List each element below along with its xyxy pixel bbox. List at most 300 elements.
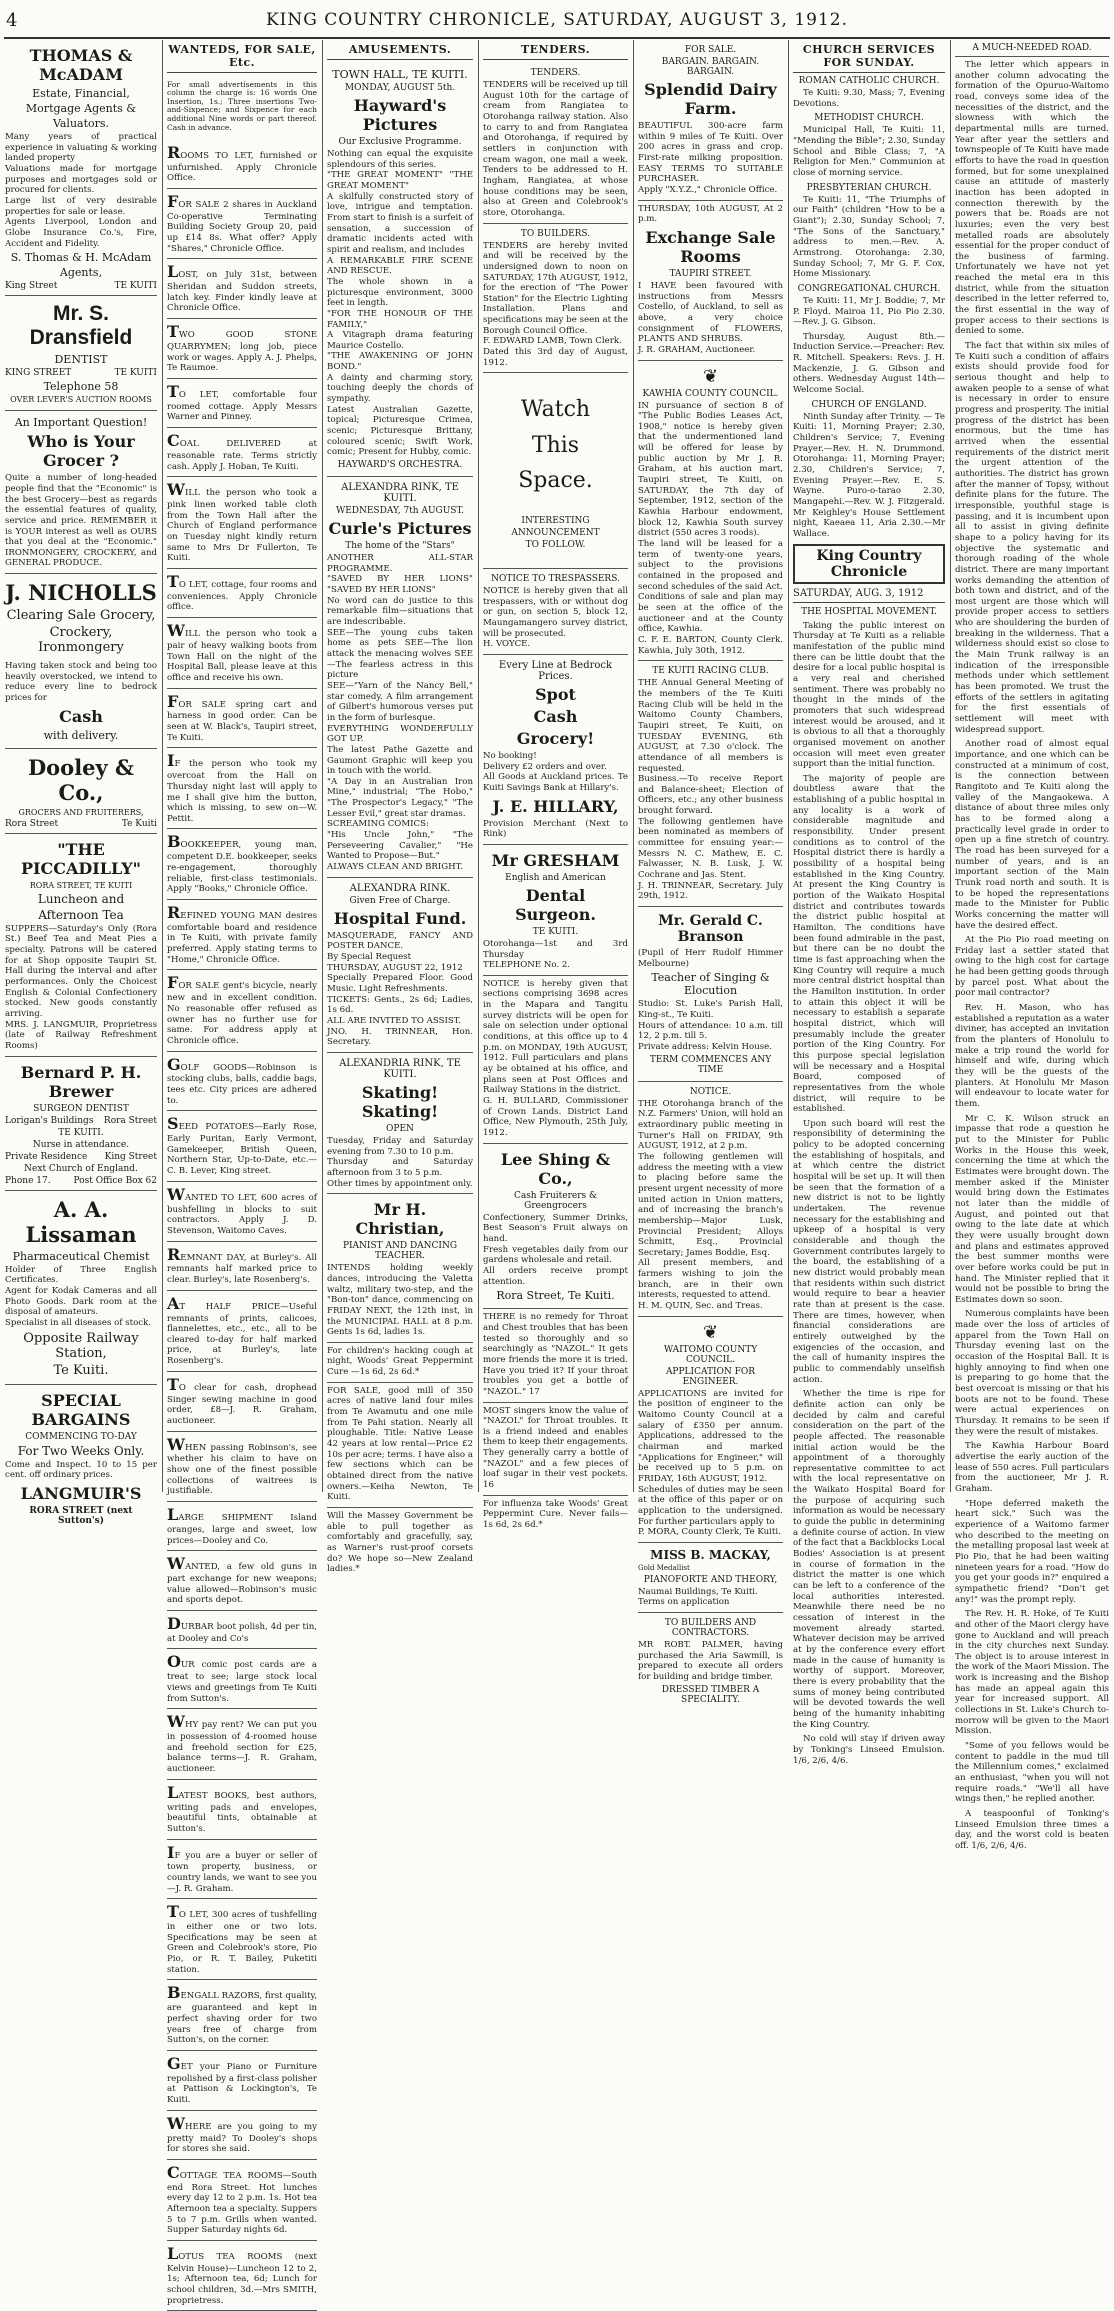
wanted-ad: [167, 1111, 317, 1181]
ad-title: Hayward's Pictures: [353, 96, 447, 134]
ad-text: All orders receive prompt attention.: [483, 1265, 628, 1287]
ad-kawhia-council: [638, 361, 783, 662]
ad-hospital-fund: [327, 878, 473, 1053]
wanted-ad: [167, 2241, 317, 2311]
ad-text: The whole shown in a picturesque environment, 3000 feet in length.: [327, 276, 473, 309]
article-paragraph: The Kawhia Harbour Board advertise the early auction of the lease of 550 acres. Full particulars from the auctioneer, Mr J. R. Graham.: [955, 1441, 1109, 1494]
ad-text: ALL ARE INVITED TO ASSIST.: [327, 1015, 461, 1026]
wanted-ad: [167, 1182, 317, 1242]
ad-text: SEE—"Yarn of the Nancy Bell," star comedy. A film arrangement of Gilbert's humorous verses put in the form of burlesque.: [327, 680, 473, 723]
ad-text: Agent for Kodak Cameras and all Photo Goods. Dark room at the disposal of amateurs.: [5, 1285, 157, 1318]
wanted-ad: [167, 1551, 317, 1611]
wanted-ad: [167, 140, 317, 189]
wanted-ad-text: TO LET, cottage, four rooms and conveniences. Apply Chronicle office.: [167, 571, 317, 613]
wanted-ad-text: FOR SALE spring cart and harness in good order. Can be seen at W. Black's, Taupiri street, Te Kuiti.: [167, 691, 317, 743]
ad-text: Other times by appointment only.: [327, 1178, 473, 1189]
ad-subtitle: NOTICE.: [689, 1086, 732, 1097]
ad-exchange-sale: [638, 201, 783, 361]
ad-text: APPLICATIONS are invited for the position of engineer to the Waitomo County Council at a salary of £350 per annum. Applications, addressed to the chairman and marked "Applications for Engineer," will be received up to 5 p.m. on FRIDAY, 16th AUGUST, 1912.: [638, 1388, 783, 1484]
ad-text: SEE—The young cubs taken home as pets SEE—The lion attack the menacing wolves SEE—The fearless actress in this picture: [327, 627, 473, 681]
ad-text: NOTICE is hereby given that all trespassers, with or without dog or gun, on section 5, block 12, Maungamangero survey district, will be prosecuted.: [483, 585, 628, 639]
ad-skating: [327, 1053, 473, 1194]
ad-subtitle: APPLICATION FOR ENGINEER.: [665, 1366, 756, 1387]
ad-text: ALWAYS CLEAN AND BRIGHT.: [327, 862, 463, 873]
ad-dairy-farm: [638, 40, 783, 201]
ad-subtitle: PIANOFORTE AND THEORY,: [643, 1574, 778, 1585]
ad-title: Dooley & Co.,: [27, 754, 135, 805]
ad-address: TAUPIRI STREET.: [669, 268, 752, 279]
ad-subtitle: HAYWARD'S ORCHESTRA.: [337, 460, 463, 471]
ad-subtitle: DENTIST: [54, 353, 108, 367]
church-name: ROMAN CATHOLIC CHURCH.: [798, 76, 940, 86]
ad-title: J. NICHOLLS: [5, 580, 157, 606]
ad-title: Spot: [535, 684, 576, 704]
ad-title: Mr. S. Dransfield: [29, 302, 133, 350]
wanted-ad-text: TO LET, 300 acres of tushfelling in either one or two lots. Specifications may be seen at Green and Colebrook's store, Pio Pio, or R. T. Bailey, Puketiti station.: [167, 1902, 317, 1975]
ad-subtitle: Pharmaceutical Chemist: [12, 1249, 150, 1263]
ad-subtitle: Luncheon and: [37, 891, 125, 906]
section-intro: For small advertisements in this column the charge is: 16 words One Insertion, 1s.; Three insertions Two-and-Sixpence; and Sixpence for each additional Nine words or part thereof. Cash in advance.: [167, 79, 317, 132]
ad-subtitle: RORA STREET, TE KUITI: [29, 880, 133, 890]
ad-text: Large list of very desirable properties for sale or lease.: [5, 195, 157, 217]
wanted-ad-text: REFINED YOUNG MAN desires comfortable board and residence in Te Kuiti, with private family preferred. Apply stating terms to "Home," Chronicle Office.: [167, 902, 317, 965]
ad-address: Rora Street, Te Kuiti.: [496, 1289, 615, 1303]
ad-subtitle: English and American: [505, 872, 606, 883]
heading-rule: [955, 56, 1109, 57]
ad-text: TENDERS are hereby invited and will be received by the undersigned down to noon on SATURDAY, 17th AUGUST, 1912, for the erection of "The Power Station" for the Electric Lighting Installation. Plans and specifications may be seen at the Borough Council Office.: [483, 240, 628, 336]
ad-text: EVERYTHING WONDERFULLY GOT UP.: [327, 723, 473, 745]
ad-text: MR ROBT. PALMER, having purchased the Aria Sawmill, is prepared to execute all orders for building and bridge timber.: [638, 1639, 783, 1682]
wanted-ad: [167, 319, 317, 379]
ad-grocer: [5, 411, 157, 574]
ad-text: For children's hacking cough at night, Woods' Great Peppermint Cure —1s 6d, 2s 6d.*: [327, 1345, 473, 1378]
ad-text: King Street: [104, 1151, 157, 1162]
ad-title: "THE PICCADILLY": [21, 839, 141, 878]
ad-subtitle: Valuators.: [52, 117, 110, 130]
ad-text: No word can do justice to this remarkable film—situations that are indescribable.: [327, 595, 473, 627]
wanted-ad: [167, 1432, 317, 1502]
ad-crown-lands: [483, 976, 628, 1144]
ad-text: TICKETS: Gents., 2s 6d; Ladies, 1s 6d.: [327, 994, 473, 1016]
ad-text: Provision Merchant (Next to Rink): [483, 818, 628, 840]
ad-text: Terms on application: [638, 1597, 730, 1608]
ad-title: This: [531, 432, 580, 458]
ad-text: NOTICE is hereby given that sections comprising 3698 acres in the Mapara and Tangitu survey districts will be open for sale on selection under optional conditions, at this office up to 4 p.m. on MONDAY, 19th AUGUST, 1912. Full particulars and plans ay be obtained at his office, and plans seen at Post Offices and Railway Stations in the district.: [483, 978, 628, 1096]
ad-text: A skilfully constructed story of love, intrigue and temptation. From start to finish is a surfeit of sensation, a succession of dramatic incidents acted with spirit and realism, and includes: [327, 191, 473, 255]
ad-signature: Agents,: [59, 266, 103, 280]
ad-text: Many years of practical experience in valuating & working landed property: [5, 132, 157, 164]
wanted-ad-text: WILL the person who took a pair of heavy walking boots from Town Hall on the night of the Hospital Ball, please leave at this office and receive his own.: [167, 621, 317, 683]
ad-text: "SAVED BY HER LIONS" "SAVED BY HER LIONS": [327, 574, 473, 595]
ad-title: A. A. Lissaman: [25, 1196, 137, 1247]
ad-woods: [327, 1343, 473, 1383]
ad-title: THOMAS & McADAM: [29, 46, 133, 84]
ad-lissaman: [5, 1191, 157, 1385]
wanted-ad: [167, 259, 317, 319]
wanted-ad-text: REMNANT DAY, at Burley's. All remnants half marked price to clear. Burley's, late Rosenberg's.: [167, 1244, 317, 1286]
ad-text: Nurse in attendance.: [32, 1139, 130, 1150]
wanted-ad: [167, 689, 317, 749]
ad-text: Hours of attendance: 10 a.m. till 12, 2 p.m. till 5.: [638, 1020, 783, 1042]
ad-subtitle: INTERESTING: [521, 515, 590, 526]
ad-subtitle: Teacher of Singing & Elocution: [651, 971, 770, 998]
masthead: [0, 0, 1114, 38]
column-2-wanteds: [162, 40, 322, 2306]
ad-phone: Telephone 58: [43, 380, 119, 394]
wanted-ad-text: BENGALL RAZORS, first quality, are guaranteed and kept in perfect shaving order for two years free of charge from Sutton's, on the corner.: [167, 1983, 317, 2046]
ad-signature: C. F. E. BARTON, County Clerk. Kawhia, July 30th, 1912.: [638, 634, 783, 656]
ad-text: All Goods at Auckland prices. Te Kuiti Savings Bank at Hillary's.: [483, 772, 628, 793]
ad-text: Having taken stock and being too heavily overstocked, we intend to reduce every line to bedrock prices for: [5, 661, 157, 704]
ad-text: MOST singers know the value of "NAZOL" for Throat troubles. It is a friend indeed and enables them to keep their engagements. They generally carry a bottle of "NAZOL" and a few pieces of loaf sugar in their vest pockets. 16: [483, 1405, 628, 1491]
wanted-ad-text: GET your Piano or Furniture repolished by a first-class polisher at Pattison & Lockington's, Te Kuiti.: [167, 2053, 317, 2106]
church-name: CONGREGATIONAL CHURCH.: [797, 283, 941, 294]
article-paragraph: No cold will stay if driven away by Tonking's Linseed Emulsion. 1/6, 2/6, 4/6.: [793, 1734, 945, 1766]
ad-influenza: [483, 1496, 628, 1535]
ad-title: Exchange Sale Rooms: [645, 227, 776, 266]
ad-subtitle: TO BUILDERS AND CONTRACTORS.: [664, 1617, 757, 1638]
wanted-ad: [167, 189, 317, 259]
column-3-amusements: [322, 40, 478, 1575]
wanted-ad: [167, 1291, 317, 1372]
ad-subtitle: COMMENCING TO-DAY: [25, 1431, 137, 1442]
ad-text: A Vitagraph drama featuring Maurice Costello.: [327, 330, 473, 351]
ad-subtitle: SURGEON DENTIST: [33, 1103, 129, 1114]
ad-date: WEDNESDAY, 7th AUGUST.: [335, 506, 465, 517]
wanted-ad: [167, 1242, 317, 1291]
ad-text: Next Church of England.: [24, 1163, 138, 1174]
ad-town: TE KUITI.: [58, 1127, 104, 1138]
ad-signature: J. R. GRAHAM, Auctioneer.: [638, 344, 756, 355]
ad-address: Naumai Buildings, Te Kuiti.: [638, 1586, 758, 1597]
ad-street: King Street: [5, 281, 58, 292]
ad-lee-shing: [483, 1144, 628, 1310]
ad-hayward: [327, 63, 473, 477]
ad-signature: S. Thomas & H. McAdam: [10, 251, 152, 265]
ad-text: The latest Pathe Gazette and Gaumont Graphic will keep you in touch with the world.: [327, 744, 473, 777]
ad-text: "THE GREAT MOMENT" "THE GREAT MOMENT": [327, 170, 473, 191]
ad-text: Confectionery, Summer Drinks, Best Season's Fruit always on hand.: [483, 1212, 628, 1244]
article-paragraph: Numerous complaints have been made over the loss of articles of apparel from the Town Hall on Thursday evening last on the occasion of the Hospital Ball. It is highly annoying to find when one is preparing to go home that the best overcoat is missing or that his boots are not to be found. These were actual experiences on Thursday. It remains to be seen if they were the result of mistakes.: [955, 1309, 1109, 1437]
ad-text: Agents Liverpool, London and Globe Insurance Co.'s, Fire, Accident and Fidelity.: [5, 217, 157, 249]
ad-cash: Cash: [59, 706, 103, 726]
ad-subtitle: TE KUITI RACING CLUB.: [652, 666, 769, 677]
wanted-ad-text: SEED POTATOES—Early Rose, Early Puritan, Early Vermont, Gamekeeper, British Queen, Northern Star, Up-to-Date, etc.—C. B. Lever, King street.: [167, 1114, 317, 1177]
ad-subtitle: TO FOLLOW.: [525, 539, 586, 550]
wanted-ad-text: WHERE are you going to my pretty maid? To Dooley's shops for stores she said.: [167, 2113, 317, 2155]
ad-text: Otorohanga—1st and 3rd Thursday: [483, 938, 628, 960]
ad-phone: TELEPHONE No. 2.: [483, 960, 571, 971]
ad-trespassers: [483, 569, 628, 655]
ad-title: Watch: [520, 397, 591, 423]
wanted-ad: [167, 1709, 317, 1779]
ad-text: "A Day in an Australian Iron Mine," industrial; "The Hobo," "The Prospector's Legacy," "The Lesser Evil," great star dramas.: [327, 776, 473, 819]
ad-text: MASQUERADE, FANCY AND POSTER DANCE.: [327, 930, 473, 952]
ad-builders-tender: [483, 224, 628, 374]
ad-text: SCREAMING COMICS:: [327, 819, 429, 830]
ad-date: THURSDAY, AUGUST 22, 1912: [327, 962, 463, 973]
ad-text: Private address: Kelvin House.: [638, 1041, 772, 1052]
wanted-ad-text: FOR SALE gent's bicycle, nearly new and in excellent condition. No reasonable offer refused as owner has no further use for same. For address apply at Chronicle office.: [167, 973, 317, 1046]
ad-town: TE KUITI: [114, 281, 157, 292]
ad-title: Who is Your Grocer ?: [27, 432, 135, 471]
ad-signature: J. H. TRINNEAR, Secretary. July 29th, 1912.: [638, 880, 783, 902]
ad-subtitle: TERM COMMENCES ANY TIME: [649, 1054, 772, 1075]
ad-subtitle: Our Exclusive Programme.: [338, 137, 462, 147]
ad-text: Business.—To receive Report and Balance-sheet; Election of Officers, etc.; any other business brought forward.: [638, 774, 783, 817]
article-heading: THE HOSPITAL MOVEMENT.: [801, 606, 937, 617]
crest-icon: ❦: [702, 365, 719, 387]
ad-special-bargains: [5, 1385, 157, 1532]
ad-title: Bernard P. H. Brewer: [20, 1062, 142, 1101]
article-paragraph: The letter which appears in another column advocating the formation of the Opuruo-Waitomo road, conveys some idea of the necessities of the district, and the slowness with which the departmental mills are turned. Year after year the settlers and townspeople of Te Kuiti have made efforts to have the road in question formed, but for some unexplained cause an attitude of masterly inaction has been adopted in connection therewith by the powers that be. Roads are not luxuries; even the very best metalled roads are absolutely essential for the proper conduct of the business of farming. Unfortunately we have not yet reached the metal era in this district, while from the situation described in the letter referred to, the first essential in the way of proper access to their sections is denied to some.: [955, 60, 1109, 337]
ad-signature: JNO. H. TRINNEAR, Hon. Secretary.: [327, 1026, 473, 1048]
wanted-ad: [167, 618, 317, 688]
ad-subtitle: ALEXANDRIA RINK, TE KUITI.: [339, 1057, 461, 1080]
ad-curle: [327, 477, 473, 878]
ad-signature: P. MORA, County Clerk, Te Kuiti.: [638, 1527, 781, 1538]
ad-text: I HAVE been favoured with instructions from Messrs Costello, of Auckland, to sell as above, a very choice consignment of FLOWERS, PLANTS AND SHRUBS.: [638, 280, 783, 345]
ad-text: All present members, and farmers wishing to join the branch, are in their own interests, requested to attend.: [638, 1258, 783, 1301]
wanted-ad: [167, 2051, 317, 2111]
ad-subtitle: OPEN: [386, 1123, 414, 1134]
ad-watch-this-space: [483, 373, 628, 569]
ad-text: Delivery £2 orders and over.: [483, 761, 607, 772]
ad-dooley: [5, 749, 157, 834]
wanted-ad: [167, 1899, 317, 1980]
wanted-ad-text: WILL the person who took a pink linen worked table cloth from the Town Hall after the Church of England performance on Tuesday night kindly return same to Mrs Dr Fullerton, Te Kuiti.: [167, 480, 317, 564]
wanted-ad: [167, 900, 317, 970]
ad-farmers-union: [638, 1082, 783, 1317]
article-paragraph: A teaspoonful of Tonking's Linseed Emulsion three times a day, and the worst cold is beaten off. 1/6, 2/6, 4/6.: [955, 1809, 1109, 1851]
ad-text: Latest Australian Gazette, topical; Picturesque Crimea, scenic; Picturesque Brittany, coloured scenic; Swift Work, comic; Present for Hubby, comic.: [327, 404, 473, 458]
wanted-ad-text: OUR comic post cards are a treat to see; large stock local views and greetings from Te Kuiti from Sutton's.: [167, 1652, 317, 1704]
ad-signature: H. VOYCE.: [483, 639, 531, 650]
editorial-masthead: King Country Chronicle: [793, 544, 945, 584]
wanted-ad-text: COAL DELIVERED at reasonable rate. Terms strictly cash. Apply J. Hoban, Te Kuiti.: [167, 431, 317, 472]
crest-icon: ❦: [702, 1321, 719, 1343]
ad-subtitle: ANNOUNCEMENT: [511, 527, 600, 538]
ad-subtitle: Mortgage Agents &: [25, 102, 137, 115]
ad-title: MISS B. MACKAY,: [650, 1547, 771, 1562]
wanted-ad-text: WHEN passing Robinson's, see whether his claim to have on show one of the finest possible collections of waitrees is justifiable.: [167, 1434, 317, 1497]
ad-text: THE Annual General Meeting of the members of the Te Kuiti Racing Club will be held in the Waitomo County Chambers, Taupiri street, Te Kuiti, on TUESDAY EVENING, 6th AUGUST, at 7.30 o'clock. The attendance of all members is requested.: [638, 678, 783, 774]
page-number: 4: [6, 10, 18, 31]
church-name: METHODIST CHURCH.: [814, 113, 924, 124]
ad-title: SPECIAL BARGAINS: [31, 1390, 131, 1429]
ad-nazol-2: [483, 1403, 628, 1496]
ad-text: Thursday and Saturday afternoon from 3 to 5 p.m.: [327, 1157, 473, 1178]
ad-subtitle: FOR SALE.: [684, 45, 737, 55]
wanted-list: [167, 140, 317, 2311]
church-services: Thursday, August 8th.—Induction Service.—Preacher: Rev. R. Mitchell. Speakers: Revs. J. H. Mackenzie, J. G. Gibson and others. Wednesday August 14th—Welcome Social.: [793, 331, 945, 396]
ad-title: J. E. HILLARY,: [492, 796, 619, 816]
ad-text: TENDERS will be received up till August 10th for the cartage of cream from Rangiatea to Otorohanga railway station. Also to carry to and from Rangiatea and Otorohanga, if required by settlers in conjunction with cream wagon, one mail a week. Tenders to be addressed to H. Ingham, Rangiatea, at whose house conditions may be seen, also at Green and Colebrook's store, Otorohanga.: [483, 80, 628, 218]
ad-signature: MRS. J. LANGMUIR, Proprietress (late of Railway Refreshment Rooms): [5, 1019, 157, 1051]
ad-subtitle: Crockery, Ironmongery: [38, 625, 124, 656]
wanted-ad-text: IF you are a buyer or seller of town property, business, or country lands, we want to see you—J. R. Graham.: [167, 1842, 317, 1894]
wanted-ad-text: COTTAGE TEA ROOMS—South end Rora Street. Hot lunches every day 12 to 2 p.m. 1s. Hot tea Afternoon tea a specialty. Suppers 5 to 7 p.m. Grills when wanted. Supper Saturday nights 6d.: [167, 2162, 317, 2236]
ad-title: Mr GRESHAM: [491, 850, 620, 870]
ad-text: A dainty and charming story, touching deeply the chords of sympathy.: [327, 372, 473, 405]
ad-racing-club: [638, 661, 783, 907]
ad-town: Te Kuiti.: [53, 1362, 109, 1378]
section-heading: TENDERS.: [483, 40, 628, 60]
editorial-date: SATURDAY, AUG. 3, 1912: [793, 587, 924, 599]
wanted-ad-text: WHY pay rent? We can put you in possession of 4-roomed house and freehold section for £25, balance terms—J. R. Graham, auctioneer.: [167, 1712, 317, 1775]
article-paragraph: Another road of almost equal importance, and one which can be constructed at a minimum of cost, is the connection between Rangitoto and Te Kuiti along the valley of the Mangaokewa. A distance of about three miles only has to be formed along a practically level grade in order to open up a fine stretch of country. The road has been surveyed for a number of years, and is an important section of the Main Trunk road north and south. It is to be hoped the representations made to the Minister for Public Works concerning the matter will have the desired effect.: [955, 739, 1109, 931]
ad-subtitle: PIANIST AND DANCING TEACHER.: [342, 1241, 458, 1262]
wanted-ad: [167, 1649, 317, 1709]
wanted-ad: [167, 829, 317, 899]
ad-text: Fresh vegetables daily from our gardens wholesale and retail.: [483, 1244, 628, 1266]
wanted-ad-text: WANTED TO LET, 600 acres of bushfelling in blocks to suit contractors. Apply J. D. Stevenson, Waitomo Caves.: [167, 1184, 317, 1236]
ad-subtitle: TENDERS.: [530, 68, 581, 78]
ad-text: Specially Prepared Floor. Good Music. Light Refreshments.: [327, 973, 473, 994]
ad-text: (Pupil of Herr Rudolf Himmer Melbourne): [638, 948, 783, 969]
article-heading: A MUCH-NEEDED ROAD.: [972, 43, 1092, 53]
wanted-ad-text: WANTED, a few old guns in part exchange for new weapons; value allowed—Robinson's music and sports depot.: [167, 1554, 317, 1606]
wanted-ad: [167, 428, 317, 477]
ad-text: "His Uncle John," "The Perseveering Cavalier," "He Wanted to Propose—But.": [327, 830, 473, 862]
ad-piccadilly: [5, 834, 157, 1057]
ad-title: Mr. Gerald C. Branson: [658, 913, 763, 946]
section-heading: WANTEDS, FOR SALE, Etc.: [167, 40, 317, 73]
ad-text: FOR SALE, good mill of 350 acres of native land four miles from Te Awamutu and one mile from Te Pahi station. Nearly all ploughable. Title: Native Lease 42 years at low rental—Price £2 10s per acre; terms. I have also a few sections which can be obtained direct from the native owners.—Keiha Newton, Te Kuiti.: [327, 1385, 473, 1503]
ad-cream-tender: [483, 63, 628, 224]
ad-title: Splendid Dairy Farm.: [644, 80, 777, 118]
ad-text: SUPPERS—Saturday's Only (Rora St.) Beef Tea and Meat Pies a specialty. Patrons will be catered for at Shop opposite Taupiri St. Hall during the interval and after performances. Only the Choicest English & Colonial Confectionery stocked. New goods constantly arriving.: [5, 923, 157, 1019]
ad-subtitle: Cash Fruiterers & Greengrocers: [513, 1190, 598, 1211]
article-paragraph: "Hope deferred maketh the heart sick." Such was the experience of a Waitomo farmer who described to the meeting on the metalling proposal last week at Pio Pio, that he had been waiting nineteen years for a road. "How do you get your goods in?" enquired a sympathetic friend? "Don't get any!" was the prompt reply.: [955, 1498, 1109, 1605]
ad-signature: G. H. BULLARD, Commissioner of Crown Lands. District Land Office, New Plymouth, 25th July, 1912.: [483, 1096, 628, 1138]
ad-title: Lee Shing & Co.,: [500, 1149, 611, 1188]
ad-text: THE Otorohanga branch of the N.Z. Farmers' Union, will hold an extraordinary public meeting in Turner's Hall on FRIDAY, 9th AUGUST, 1912, at 2 p.m.: [638, 1098, 783, 1152]
church-services: Ninth Sunday after Trinity. — Te Kuiti: 11, Morning Prayer; 2.30, Children's Service; 7, Evening Prayer.—Rev. H. N. Drummond. Otorohanga: 11, Morning Prayer; 2.30, Children's Service; 7, Evening Prayer.—Rev. E. S. Wayne. Puro-o-tarao 2.30, Mangapehi.—Rev. W. J. Fitzgerald. Mr Keighley's House Settlement night, Kaeaea 11, Aria 2.30.—Mr Wallace.: [793, 411, 945, 539]
ad-subtitle: DRESSED TIMBER A SPECIALITY.: [661, 1684, 760, 1705]
ad-title: Curle's Pictures: [328, 519, 472, 539]
column-4-tenders: [478, 40, 633, 1531]
ad-subtitle: Opposite Railway Station,: [23, 1330, 139, 1361]
wanted-ad: [167, 2160, 317, 2241]
ad-nazol-1: [483, 1309, 628, 1402]
ad-mill-for-sale: [327, 1383, 473, 1508]
article-paragraph: Mr C. K. Wilson struck an impasse that rode a question he put to the Minister for Public Works in the House this week, concerning the time at which the Estimates were brought down. The member asked if the Minister would bring down the Estimates not later than the middle of August, and pointed out that owing to the late date at which they were usually brought down and plans and estimates approved the best summer months were over before works could be put in hand. The Minister replied that it would not be possible to bring the Estimates down so soon.: [955, 1113, 1109, 1305]
ad-text: The land will be leased for a term of twenty-one years, subject to the provisions contained in the proposed and second schedules of the said Act.: [638, 539, 783, 592]
ad-subtitle: Every Line at Bedrock Prices.: [498, 659, 613, 682]
ad-subtitle: Afternoon Tea: [38, 907, 124, 922]
section-heading: CHURCH SERVICES FOR SUNDAY.: [793, 40, 945, 73]
column-5-notices: [633, 40, 788, 1705]
ad-phone: Phone 17.: [5, 1175, 51, 1186]
ad-title: Cash: [533, 706, 578, 726]
wanted-ad: [167, 569, 317, 618]
ad-address: RORA STREET (next Sutton's): [29, 1505, 133, 1526]
ad-text: Will the Massey Government be able to pull together as comfortably and gracefully, say, as Warner's rust-proof corsets do? We hope so—New Zealand ladies.*: [327, 1511, 473, 1575]
ad-date: THURSDAY, 10th AUGUST, At 2 p.m.: [638, 203, 783, 225]
ad-subtitle: NOTICE TO TRESPASSERS.: [491, 573, 620, 584]
wanted-ad-text: LATEST BOOKS, best authors, writing pads and envelopes, beautiful tints, obtainable at Sutton's.: [167, 1782, 317, 1834]
ad-title: Hospital Fund.: [333, 908, 467, 928]
ad-branson: [638, 907, 783, 1082]
ad-text: A REMARKABLE FIRE SCENE AND RESCUE.: [327, 255, 473, 277]
ad-town: TE KUITI.: [532, 926, 579, 937]
ad-subtitle: Clearing Sale Grocery,: [6, 608, 156, 624]
ad-signature: H. M. QUIN, Sec. and Treas.: [638, 1301, 763, 1312]
ad-title: Grocery!: [516, 728, 595, 748]
newspaper-title: KING COUNTRY CHRONICLE, SATURDAY, AUGUST 3, 1912.: [265, 10, 849, 30]
church-services: Municipal Hall, Te Kuiti: 11, "Mending the Bible"; 2.30, Sunday School and Bible Class; 7, "A Religion for Men." Communion at close of morning service.: [793, 125, 945, 178]
ad-text: Come and Inspect. 10 to 15 per cent. off ordinary prices.: [5, 1459, 157, 1481]
ad-dransfield: [5, 296, 157, 411]
ad-nicholls: [5, 574, 157, 749]
column-6-editorial: [788, 40, 950, 1766]
ad-subtitle: GROCERS AND FRUITERERS,: [18, 807, 144, 817]
ad-signature: F. EDWARD LAMB, Town Clerk.: [483, 336, 622, 347]
ad-text: INTENDS holding weekly dances, introducing the Valetta waltz, military two-step, and the "Bon-ton" dance, commencing on FRIDAY NEXT, the 12th inst, in the MUNICIPAL HALL at 8 p.m. Gents 1s 6d, ladies 1s.: [327, 1263, 473, 1338]
ad-text: By Special Request: [327, 952, 412, 963]
ad-subtitle: Given Free of Charge.: [349, 895, 451, 906]
article-paragraph: At the Pio Pio road meeting on Friday last a settler stated that owing to the high cost for cartage he had been getting goods through by parcel post. What about the poor mail contractor?: [955, 935, 1109, 999]
ad-text: OVER LEVER'S AUCTION ROOMS: [10, 395, 152, 405]
wanted-ad: [167, 2111, 317, 2160]
ad-mackay: [638, 1543, 783, 1613]
church-services: Te Kuiti: 11, Mr J. Boddie; 7, Mr P. Floyd. Mairoa 11, Pio Pio 2.30.—Rev. J. G. Gibson.: [793, 295, 945, 328]
column-1-advertisements: [0, 40, 162, 1526]
ad-warners: [327, 1508, 473, 1579]
ad-christian: [327, 1194, 473, 1343]
ad-subtitle: ALEXANDRA RINK.: [349, 882, 451, 894]
ad-subtitle: BARGAIN. BARGAIN. BARGAIN.: [661, 57, 760, 77]
ad-text: Valuations made for mortgage purposes and mortgages sold or procured for clients.: [5, 163, 157, 196]
wanted-ad-text: GOLF GOODS—Robinson is stocking clubs, balls, caddie bags, tees etc. City prices are adhered to.: [167, 1054, 317, 1106]
ad-brewer: [5, 1057, 157, 1191]
ad-street: Rora Street: [103, 1115, 157, 1126]
editorial-dateline: [793, 588, 945, 603]
section-heading: AMUSEMENTS.: [327, 40, 473, 60]
wanted-ad-text: LARGE SHIPMENT Island oranges, large and sweet, low prices—Dooley and Co.: [167, 1505, 317, 1546]
masthead-rule: [4, 37, 1110, 39]
wanted-ad: [167, 1780, 317, 1840]
ad-text: THERE is no remedy for Throat and Chest troubles that has been tested so thoroughly and so searchingly as "NAZOL." It gets more friends the more it is tried. Have you tried it? If your throat troubles you get a bottle of "NAZOL." 17: [483, 1312, 628, 1397]
ad-subtitle: The home of the "Stars": [345, 541, 455, 552]
ad-gresham: [483, 845, 628, 976]
ad-subtitle: WAITOMO COUNTY COUNCIL.: [663, 1344, 758, 1365]
ad-text: For influenza take Woods' Great Peppermint Cure. Never fails—1s 6d, 2s 6d.*: [483, 1498, 628, 1531]
church-services: Te Kuiti: 9.30, Mass; 7, Evening Devotions.: [793, 88, 945, 109]
ad-title: Space.: [518, 467, 593, 493]
wanted-ad: [167, 477, 317, 569]
ad-text: BEAUTIFUL 300-acre farm within 9 miles of Te Kuiti. Over 200 acres in grass and crop. First-rate milking proposition. EASY TERMS TO SUITABLE PURCHASER.: [638, 121, 783, 185]
ad-street: Lorigan's Buildings: [5, 1115, 94, 1126]
ad-subtitle: TOWN HALL, TE KUITI.: [332, 68, 468, 81]
ad-town: Te Kuiti: [121, 818, 157, 829]
ad-title: Skating! Skating!: [361, 1082, 439, 1121]
wanted-ad-text: ROOMS TO LET, furnished or unfurnished. Apply Chronicle Office.: [167, 142, 317, 184]
wanted-ad: [167, 1980, 317, 2050]
wanted-ad: [167, 1372, 317, 1432]
church-name: PRESBYTERIAN CHURCH.: [806, 182, 932, 193]
ad-street: KING STREET: [5, 368, 72, 379]
ad-text: Tuesday, Friday and Saturday evening from 7.30 to 10 p.m.: [327, 1135, 473, 1157]
ad-text: Dated this 3rd day of August, 1912.: [483, 347, 628, 368]
ad-subtitle: Estate, Financial,: [32, 87, 130, 100]
ad-subtitle: TO BUILDERS.: [520, 228, 591, 239]
ad-date: MONDAY, AUGUST 5th.: [344, 83, 456, 93]
ad-subtitle: An Important Question!: [14, 416, 148, 430]
ad-text: No booking!: [483, 750, 537, 761]
ad-text: with delivery.: [43, 728, 119, 742]
